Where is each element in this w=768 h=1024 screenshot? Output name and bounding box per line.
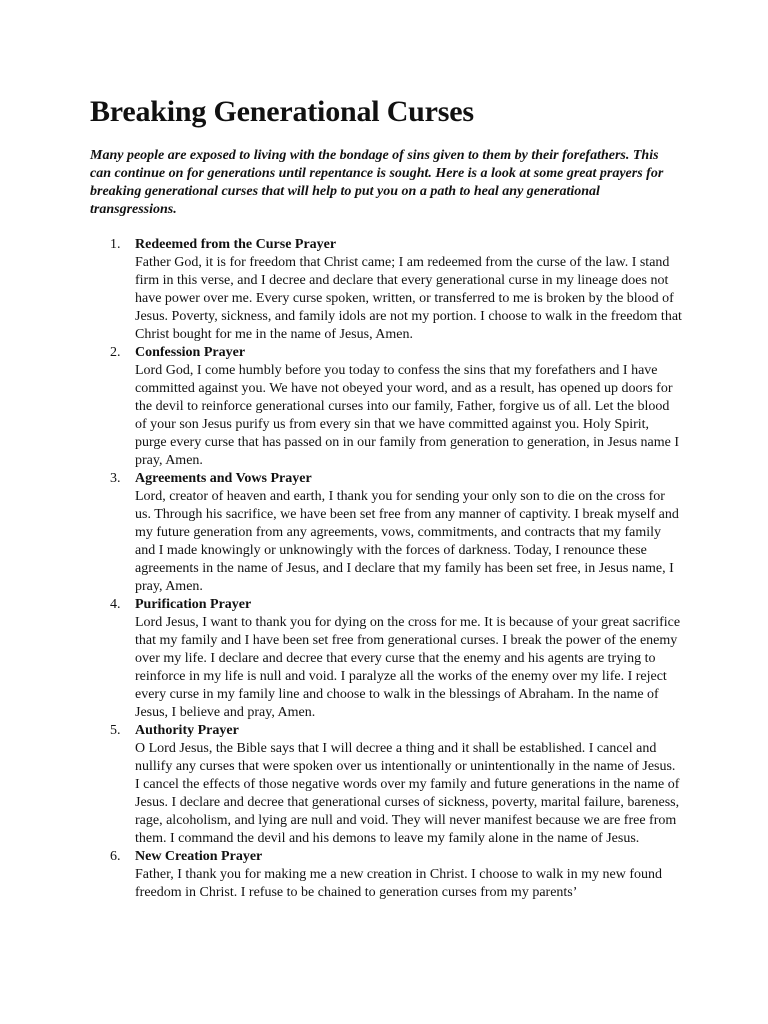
prayer-number: 6.: [110, 849, 121, 864]
prayer-number: 4.: [110, 597, 121, 612]
prayer-title: Confession Prayer: [135, 345, 246, 360]
prayer-number: 2.: [110, 345, 121, 360]
prayer-item: [0, 848, 683, 902]
prayer-text: O Lord Jesus, the Bible says that I will decree a thing and it shall be established. I cancel and nullify any curses that were spoken over us intentionally or unintentionally in the name of Jesus. I cancel the effects of those negative words over my family and future generations in the name of Jesus. I declare and decree that generational curses of sickness, poverty, marital failure, bareness, rage, alcoholism, and lying are null and void. They will never manifest because we are free from them. I command the devil and his demons to leave my family alone in the name of Jesus.: [135, 741, 680, 846]
prayer-list: [0, 236, 768, 902]
prayer-title: Agreements and Vows Prayer: [135, 471, 312, 486]
prayer-text: Lord God, I come humbly before you today to confess the sins that my forefathers and I have committed against you. We have not obeyed your word, and as a result, has opened up doors for the devil to reinforce generational curses into our family, Father, forgive us of all. Let the blood of your son Jesus purify us from every sin that we have committed against you. Holy Spirit, purge every curse that has passed on in our family from generation to generation, in Jesus name I pray, Amen.: [135, 363, 680, 468]
prayer-title: Purification Prayer: [135, 597, 252, 612]
prayer-text: Lord, creator of heaven and earth, I thank you for sending your only son to die on the cross for us. Through his sacrifice, we have been set free from any manner of captivity. I break myself and my future generation from any agreements, vows, commitments, and contracts that my family and I made knowingly or unknowingly with the forces of darkness. Today, I renounce these agreements in the name of Jesus, and I declare that my family has been set free, in Jesus name, I pray, Amen.: [135, 489, 679, 594]
prayer-title: Authority Prayer: [135, 723, 239, 738]
prayer-number: 1.: [110, 237, 121, 252]
prayer-title: Redeemed from the Curse Prayer: [135, 237, 337, 252]
prayer-text: Father, I thank you for making me a new creation in Christ. I choose to walk in my new found freedom in Christ. I refuse to be chained to generation curses from my parents’: [135, 867, 663, 900]
prayer-item: [0, 596, 683, 722]
prayer-text: Lord Jesus, I want to thank you for dying on the cross for me. It is because of your great sacrifice that my family and I have been set free from generational curses. I break the power of the enemy over my life. I declare and decree that every curse that the enemy and his agents are trying to reinforce in my life is null and void. I paralyze all the works of the enemy over my life. I reject every curse in my family line and choose to walk in the blessings of Abraham. In the name of Jesus, I believe and pray, Amen.: [135, 615, 681, 720]
prayer-number: 5.: [110, 723, 121, 738]
prayer-item: [0, 470, 683, 596]
intro-paragraph: Many people are exposed to living with the bondage of sins given to them by their forefathers. This can continue on for generations until repentance is sought. Here is a look at some great prayers for breaking generational curses that will help to put you on a path to heal any generational transgressions.: [90, 148, 664, 217]
prayer-item: [0, 236, 683, 344]
page-title: Breaking Generational Curses: [90, 95, 474, 128]
prayer-item: [0, 344, 683, 470]
prayer-number: 3.: [110, 471, 121, 486]
prayer-text: Father God, it is for freedom that Christ came; I am redeemed from the curse of the law. I stand firm in this verse, and I decree and declare that every generational curse in my lineage does not have power over me. Every curse spoken, written, or transferred to me is broken by the blood of Jesus. Poverty, sickness, and family idols are not my portion. I choose to walk in the freedom that Christ bought for me in the name of Jesus, Amen.: [135, 255, 682, 342]
prayer-title: New Creation Prayer: [135, 849, 263, 864]
prayer-item: [0, 722, 683, 848]
